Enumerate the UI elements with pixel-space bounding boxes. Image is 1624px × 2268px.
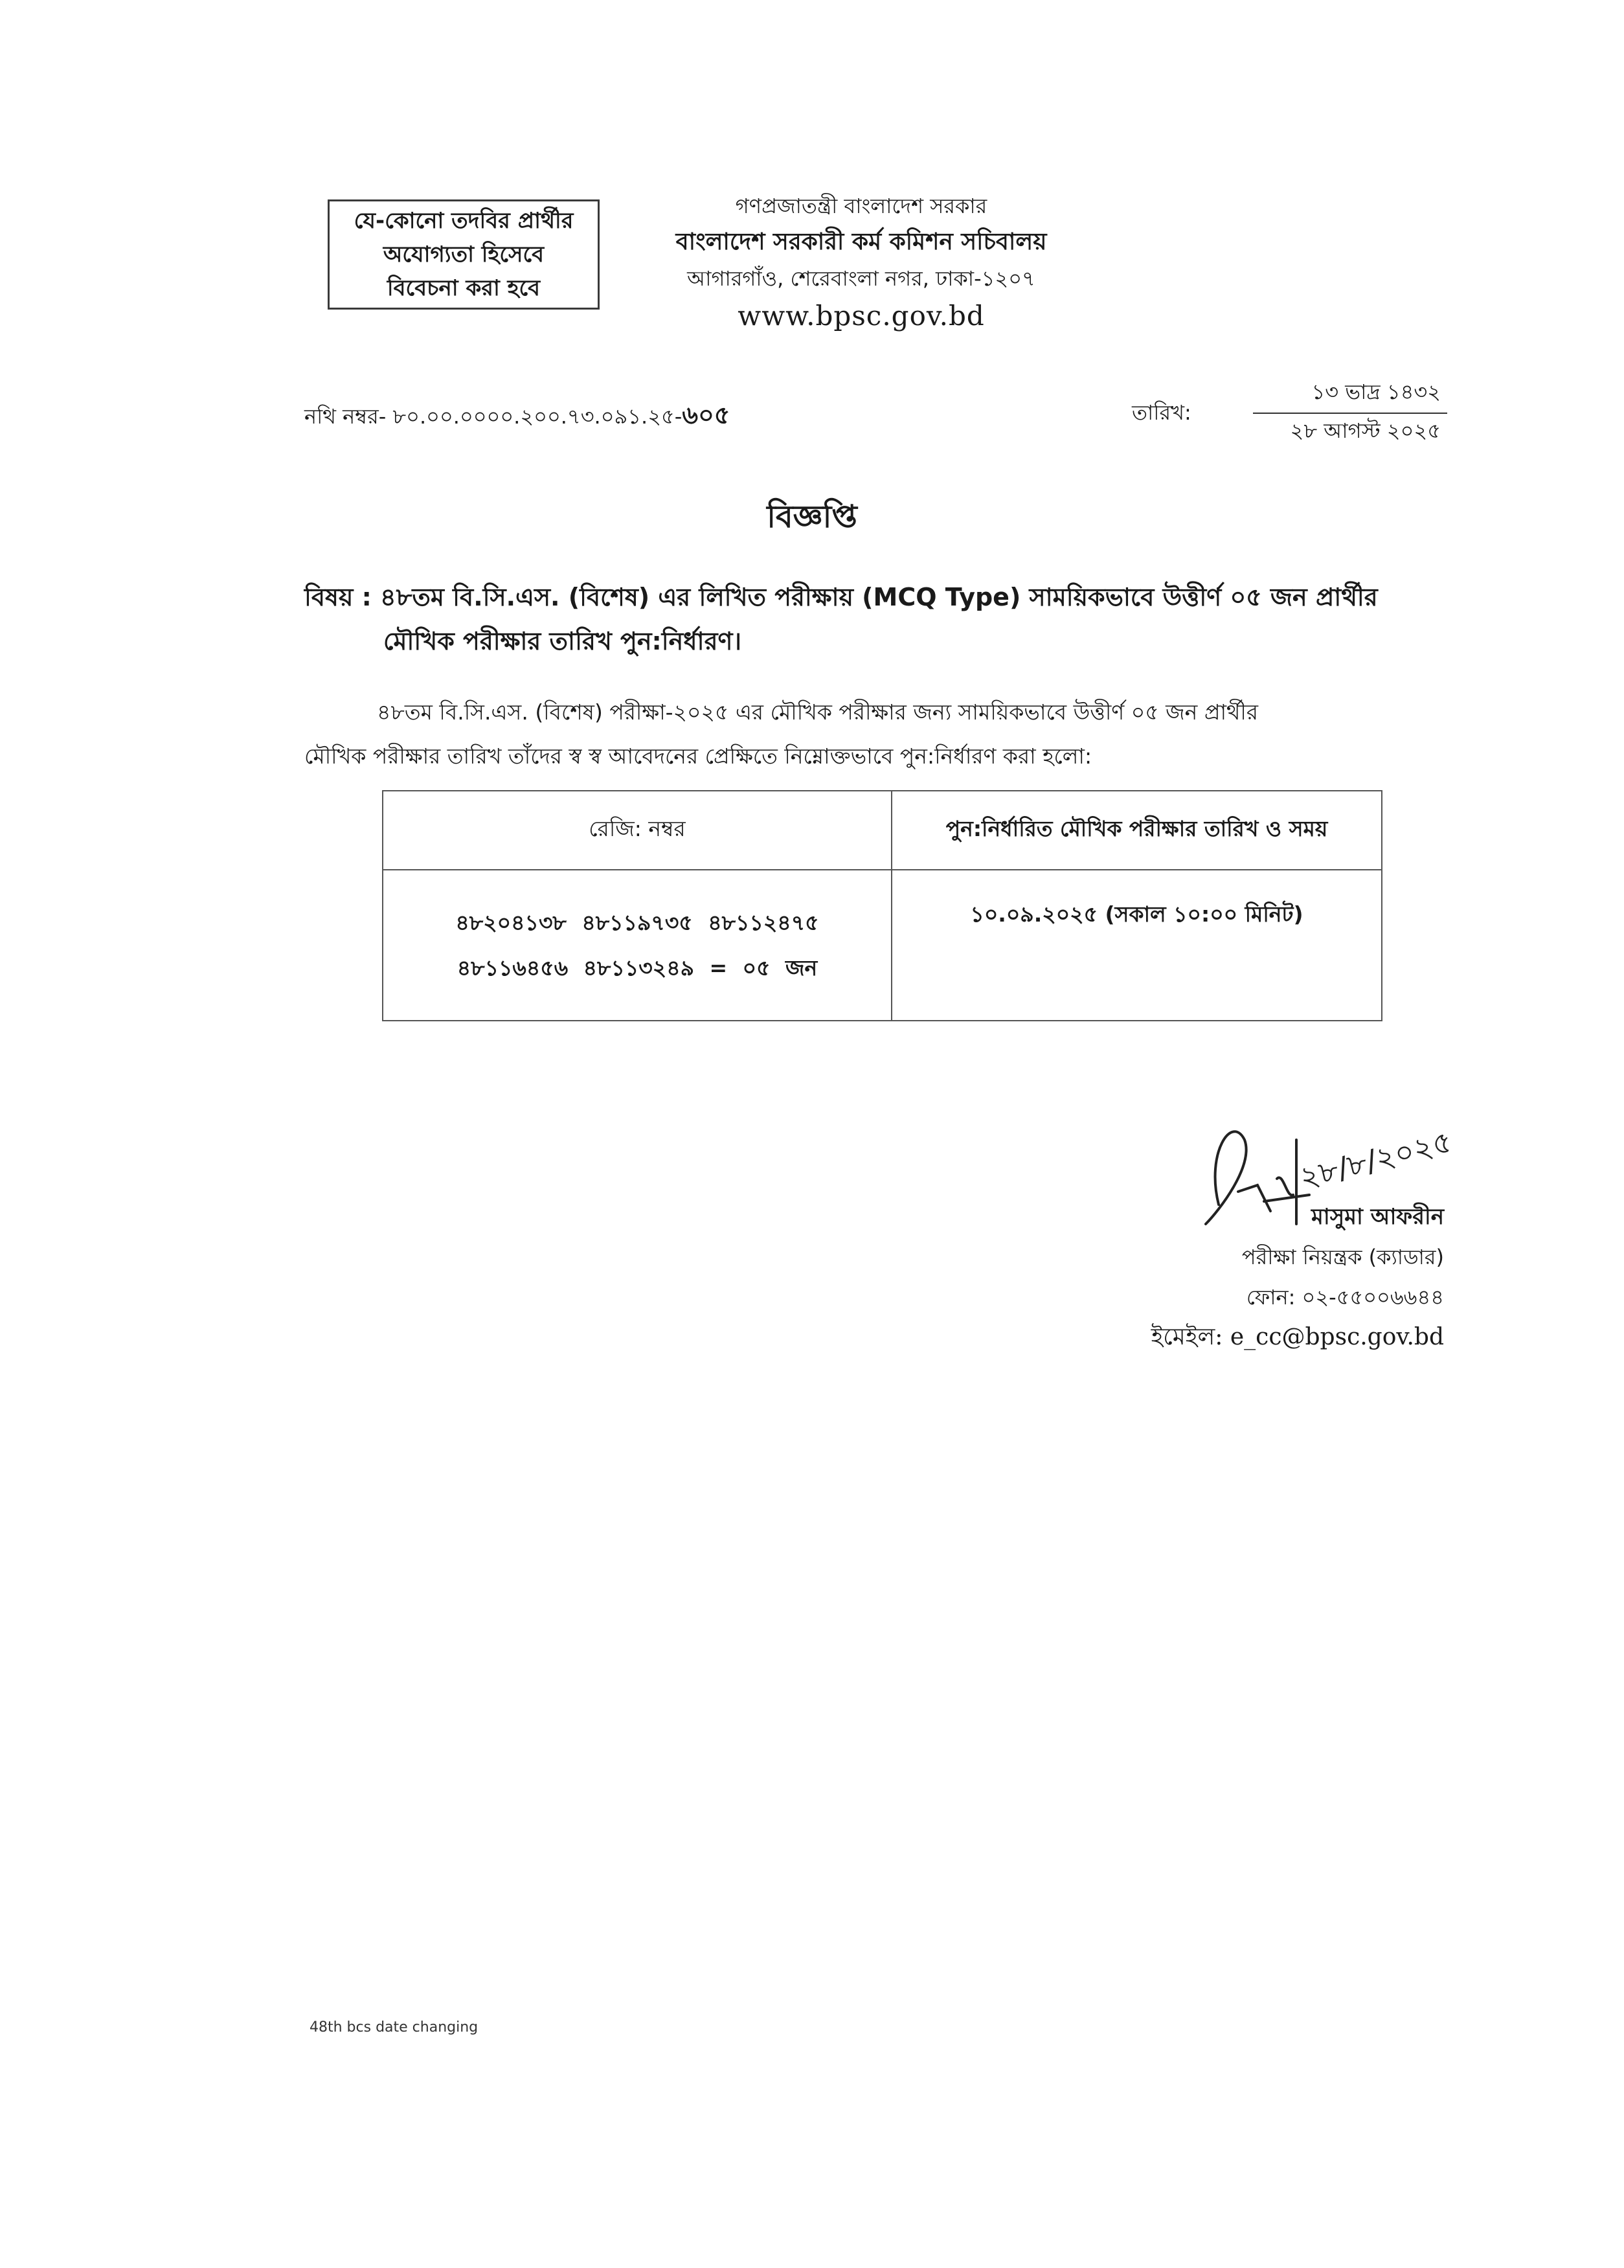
notice-box bbox=[328, 199, 600, 310]
subject-line-2: মৌখিক পরীক্ষার তারিখ পুন:নির্ধারণ। bbox=[383, 627, 742, 655]
schedule-cell: ১০.০৯.২০২৫ (সকাল ১০:০০ মিনিট) bbox=[892, 870, 1382, 1021]
date-label: তারিখ: bbox=[1132, 400, 1191, 425]
body-line-2: মৌখিক পরীক্ষার তারিখ তাঁদের স্ব স্ব আবেদনের প্রেক্ষিতে নিম্নোক্তভাবে পুন:নির্ধারণ করা হলো: bbox=[304, 743, 1092, 769]
date-bangla: ১৩ ভাদ্র ১৪৩২ bbox=[1311, 380, 1441, 404]
signatory-phone: ফোন: ০২-৫৫০০৬৬৪৪ bbox=[1246, 1285, 1444, 1310]
notice-line-1: যে-কোনো তদবির প্রার্থীর bbox=[354, 208, 574, 234]
letterhead bbox=[635, 188, 1088, 335]
table-header-row bbox=[383, 791, 1382, 870]
address: আগারগাঁও, শেরেবাংলা নগর, ঢাকা-১২০৭ bbox=[687, 266, 1035, 291]
government-name: গণপ্রজাতন্ত্রী বাংলাদেশ সরকার bbox=[735, 194, 987, 218]
organization-name: বাংলাদেশ সরকারী কর্ম কমিশন সচিবালয় bbox=[675, 229, 1047, 255]
table-header-reg: রেজি: নম্বর bbox=[383, 791, 892, 870]
signatory bbox=[1075, 1197, 1444, 1357]
website-link[interactable]: www.bpsc.gov.bd bbox=[738, 300, 985, 332]
footnote: 48th bcs date changing bbox=[310, 2019, 479, 2036]
memo-label: নথি নম্বর- bbox=[304, 404, 387, 429]
subject bbox=[304, 575, 1444, 663]
date-gregorian: ২৮ আগস্ট ২০২৫ bbox=[1290, 418, 1441, 443]
reschedule-table bbox=[382, 790, 1382, 1021]
signatory-designation: পরীক্ষা নিয়ন্ত্রক (ক্যাডার) bbox=[1241, 1245, 1444, 1269]
date-divider bbox=[1253, 413, 1447, 414]
body-line-1: ৪৮তম বি.সি.এস. (বিশেষ) পরীক্ষা-২০২৫ এর মৌখিক পরীক্ষার জন্য সাময়িকভাবে উত্তীর্ণ ০৫ জন প্রার্থীর bbox=[377, 699, 1258, 725]
memo-value: ৮০.০০.০০০০.২০০.৭৩.০৯১.২৫- bbox=[392, 404, 682, 429]
signatory-name: মাসুমা আফরীন bbox=[1311, 1204, 1444, 1230]
memo-number bbox=[304, 396, 730, 438]
table-row bbox=[383, 870, 1382, 1021]
notice-heading: বিজ্ঞপ্তি bbox=[767, 499, 857, 535]
notice-line-3: বিবেচনা করা হবে bbox=[387, 275, 541, 301]
signatory-email[interactable]: ইমেইল: e_cc@bpsc.gov.bd bbox=[1151, 1324, 1444, 1350]
reg-numbers-line-2: ৪৮১১৬৪৫৬ ৪৮১১৩২৪৯ = ০৫ জন bbox=[457, 955, 818, 981]
subject-line-1: বিষয় : ৪৮তম বি.সি.এস. (বিশেষ) এর লিখিত পরীক্ষায় (MCQ Type) সাময়িকভাবে উত্তীর্ণ ০৫ জন প্রার্থীর bbox=[304, 583, 1378, 611]
notice-line-2: অযোগ্যতা হিসেবে bbox=[383, 242, 545, 267]
table-header-schedule: পুন:নির্ধারিত মৌখিক পরীক্ষার তারিখ ও সময় bbox=[892, 791, 1382, 870]
signature-date: ২৮/৮/২০২৫ bbox=[1296, 1124, 1456, 1196]
reg-numbers-cell bbox=[383, 870, 892, 1021]
body-paragraph bbox=[304, 690, 1418, 778]
reg-numbers-line-1: ৪৮২০৪১৩৮ ৪৮১১৯৭৩৫ ৪৮১১২৪৭৫ bbox=[455, 909, 819, 935]
memo-suffix: ৬০৫ bbox=[682, 401, 730, 429]
